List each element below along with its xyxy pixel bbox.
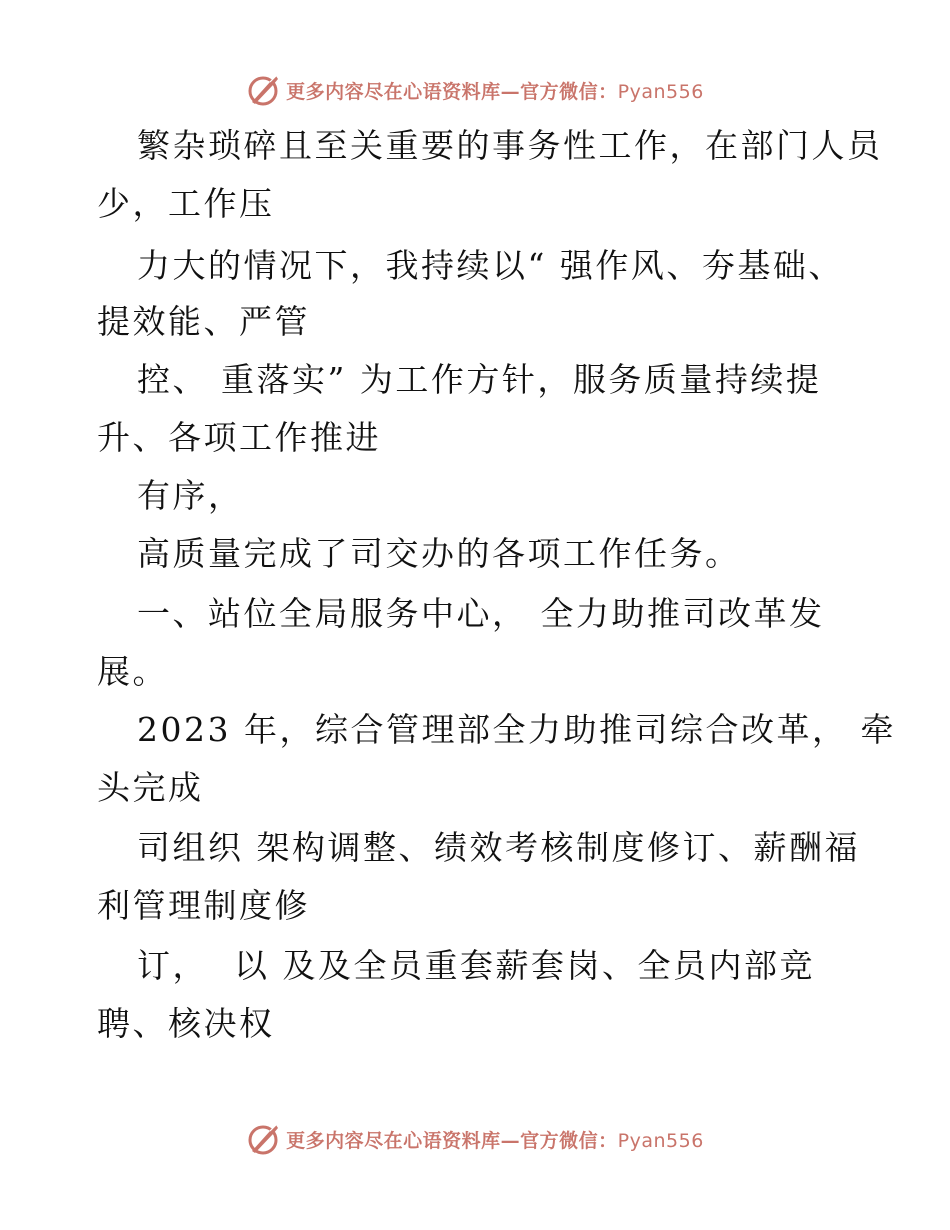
- footer-banner-inner: [246, 1121, 704, 1157]
- header-banner-label: 更多内容尽在心语资料库—官方微信：: [286, 80, 618, 103]
- footer-banner-brand: Pyan556: [617, 1129, 704, 1152]
- document-line: 升、各项工作推进: [97, 418, 381, 457]
- document-line: 繁杂琐碎且至关重要的事务性工作，在部门人员: [137, 126, 883, 165]
- document-line: 展。: [97, 652, 168, 691]
- document-line: 聘、核决权: [97, 1004, 275, 1043]
- header-banner: [0, 70, 950, 110]
- pen-logo-icon: [246, 72, 282, 108]
- document-line: 有序，: [137, 476, 244, 515]
- document-line: 2023 年，综合管理部全力助推司综合改革， 牵: [137, 710, 896, 749]
- document-line: 高质量完成了司交办的各项工作任务。: [137, 534, 741, 573]
- footer-banner-label: 更多内容尽在心语资料库—官方微信：: [286, 1129, 618, 1152]
- header-banner-inner: [246, 72, 704, 108]
- document-line: 司组织 架构调整、绩效考核制度修订、薪酬福: [137, 828, 860, 867]
- footer-banner: [0, 1119, 950, 1159]
- document-line: 提效能、严管: [97, 302, 310, 341]
- document-line: 少，工作压: [97, 184, 275, 223]
- pen-logo-icon: [246, 1121, 282, 1157]
- document-line: 一、站位全局服务中心， 全力助推司改革发: [137, 594, 825, 633]
- document-line: 头完成: [97, 768, 204, 807]
- header-banner-brand: Pyan556: [617, 80, 704, 103]
- header-banner-text: [286, 77, 704, 104]
- document-line: 利管理制度修: [97, 886, 310, 925]
- footer-banner-text: [286, 1126, 704, 1153]
- document-line: 订， 以 及及全员重套薪套岗、全员内部竞: [137, 946, 815, 985]
- document-line: 力大的情况下，我持续以“ 强作风、夯基础、: [137, 246, 844, 285]
- document-line: 控、 重落实” 为工作方针，服务质量持续提: [137, 360, 822, 399]
